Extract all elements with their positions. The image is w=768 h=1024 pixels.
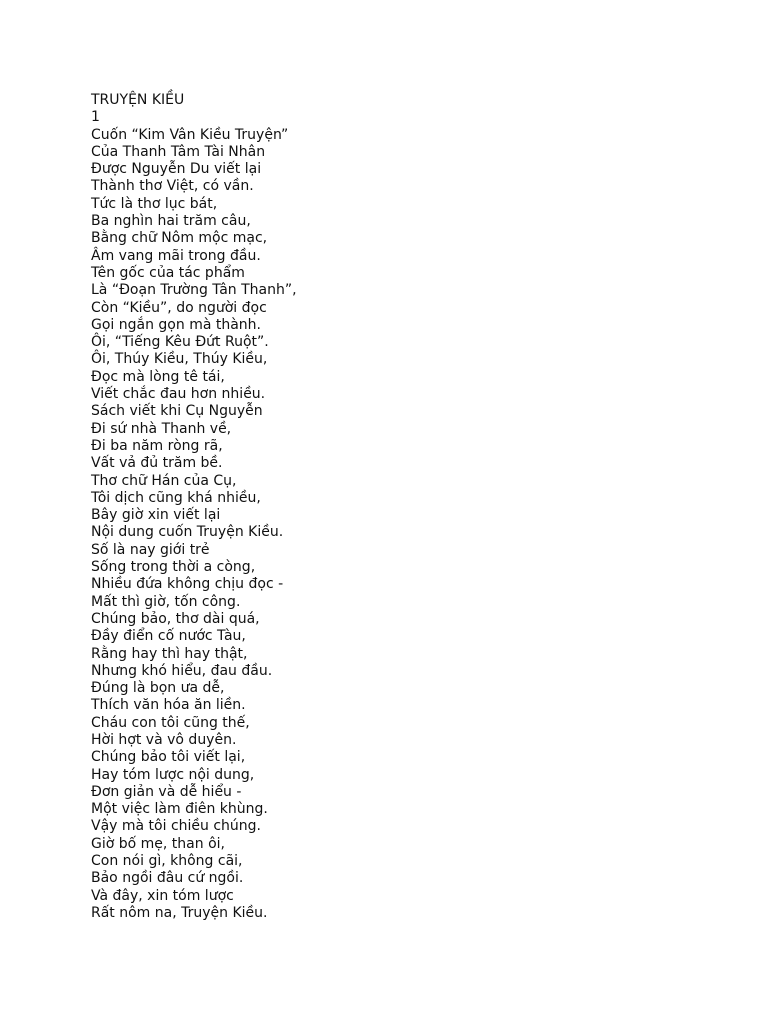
poem-line: Chúng bảo, thơ dài quá, (91, 610, 260, 627)
poem-body (91, 127, 731, 923)
poem-line: Sách viết khi Cụ Nguyễn (91, 403, 263, 420)
poem-line: Được Nguyễn Du viết lại (91, 161, 262, 178)
poem-line: Nhưng khó hiểu, đau đầu. (91, 662, 273, 679)
poem-line: Số là nay giới trẻ (91, 541, 210, 558)
poem-line: Ba nghìn hai trăm câu, (91, 213, 251, 230)
poem-line: Gọi ngắn gọn mà thành. (91, 316, 261, 333)
poem-line: Nội dung cuốn Truyện Kiều. (91, 524, 284, 541)
poem-line: Thành thơ Việt, có vần. (91, 178, 254, 195)
poem-line: Còn “Kiều”, do người đọc (91, 299, 267, 316)
poem-line: Đi ba năm ròng rã, (91, 437, 223, 454)
poem-line: Bảo ngồi đâu cứ ngồi. (91, 870, 244, 887)
poem-line: Của Thanh Tâm Tài Nhân (91, 143, 266, 160)
poem-line: Hay tóm lược nội dung, (91, 766, 255, 783)
poem-line: Con nói gì, không cãi, (91, 853, 243, 870)
poem-line: Tên gốc của tác phẩm (91, 264, 245, 281)
poem-line: Tức là thơ lục bát, (91, 195, 218, 212)
poem-line: Đơn giản và dễ hiểu - (91, 783, 242, 800)
poem-line: Một việc làm điên khùng. (91, 801, 268, 818)
section-number: 1 (91, 109, 100, 126)
poem-line: Thơ chữ Hán của Cụ, (91, 472, 237, 489)
poem-line: Đầy điển cố nước Tàu, (91, 628, 246, 645)
poem-line: Hời hợt và vô duyên. (91, 731, 237, 748)
poem-line: Mất thì giờ, tốn công. (91, 593, 241, 610)
poem-line: Ôi, “Tiếng Kêu Đứt Ruột”. (91, 334, 269, 351)
poem-line: Bằng chữ Nôm mộc mạc, (91, 230, 268, 247)
poem-line: Đúng là bọn ưa dễ, (91, 680, 225, 697)
poem-line: Đọc mà lòng tê tái, (91, 368, 225, 385)
poem-line: Vậy mà tôi chiều chúng. (91, 818, 262, 835)
poem-line: Chúng bảo tôi viết lại, (91, 749, 246, 766)
poem-line: Đi sứ nhà Thanh về, (91, 420, 232, 437)
poem-line: Vất vả đủ trăm bề. (91, 455, 223, 472)
poem-line: Âm vang mãi trong đầu. (91, 247, 261, 264)
poem-line: Bây giờ xin viết lại (91, 507, 221, 524)
poem-line: Và đây, xin tóm lược (91, 887, 234, 904)
poem-line: Cuốn “Kim Vân Kiều Truyện” (91, 126, 289, 143)
poem-line: Tôi dịch cũng khá nhiều, (91, 489, 261, 506)
poem-line: Viết chắc đau hơn nhiều. (91, 386, 266, 403)
poem-line: Rất nôm na, Truyện Kiều. (91, 904, 268, 921)
poem-line: Ôi, Thúy Kiều, Thúy Kiều, (91, 351, 268, 368)
poem-line: Là “Đoạn Trường Tân Thanh”, (91, 282, 297, 299)
poem-line: Nhiều đứa không chịu đọc - (91, 576, 284, 593)
poem-line: Rằng hay thì hay thật, (91, 645, 248, 662)
document-title: TRUYỆN KIỀU (91, 92, 185, 108)
poem-line: Thích văn hóa ăn liền. (91, 697, 246, 714)
poem-line: Sống trong thời a còng, (91, 559, 256, 576)
poem-line: Cháu con tôi cũng thế, (91, 714, 250, 731)
document-page (91, 92, 731, 922)
poem-line: Giờ bố mẹ, than ôi, (91, 835, 225, 852)
